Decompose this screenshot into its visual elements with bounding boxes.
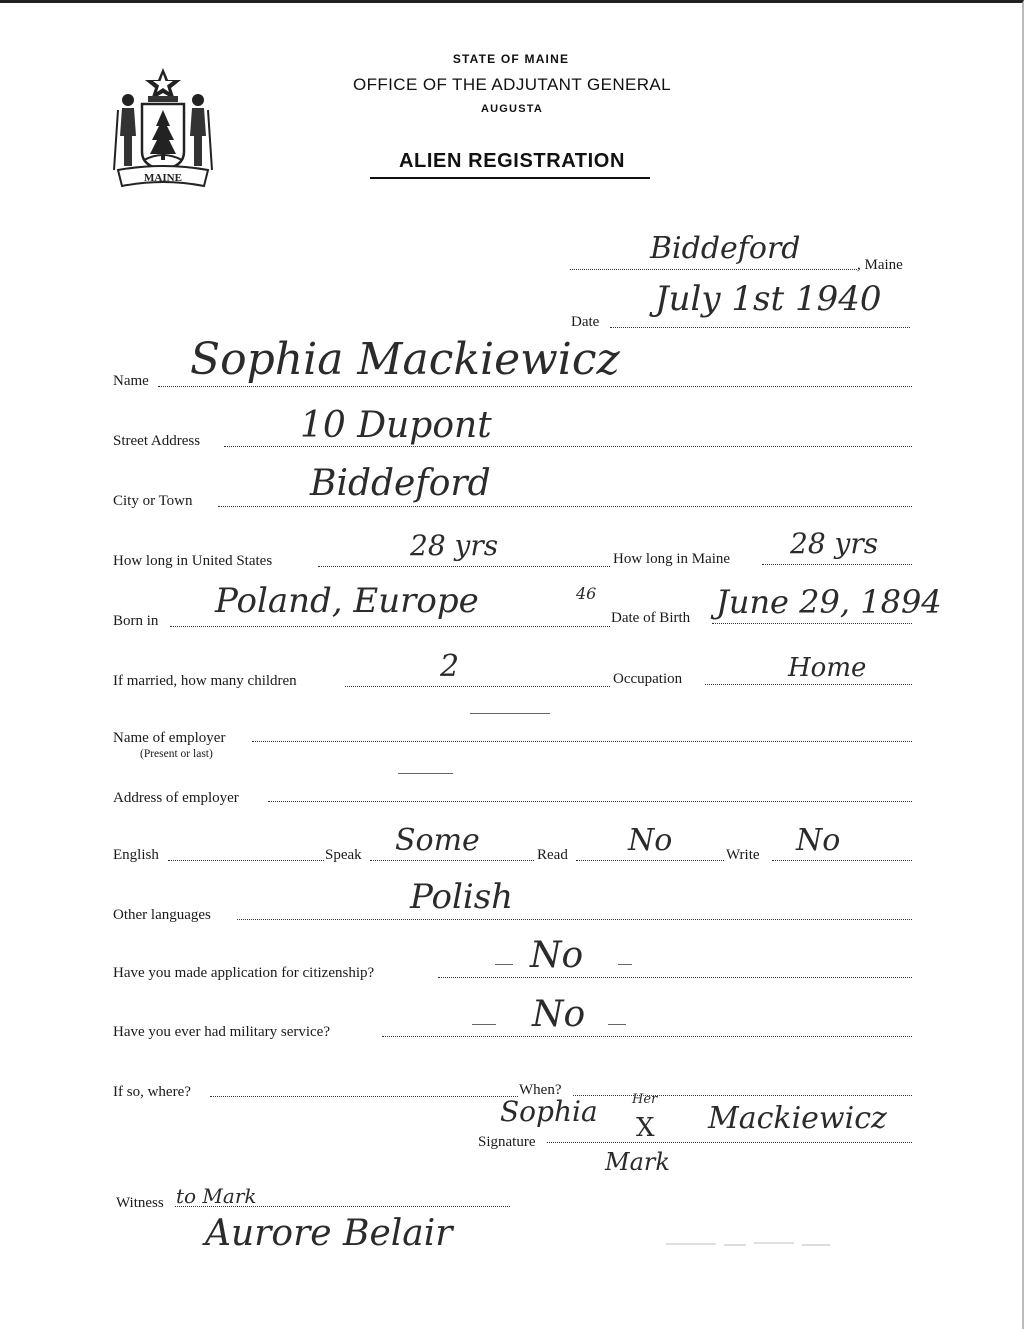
read-value: No (628, 823, 673, 858)
signature-line (547, 1142, 912, 1143)
english-line (168, 860, 324, 861)
date-line (610, 327, 910, 328)
military-dash-right (608, 1024, 626, 1025)
employer-name-label: Name of employer (113, 730, 226, 746)
occupation-label: Occupation (613, 671, 683, 687)
state-heading: STATE OF MAINE (452, 52, 570, 66)
how-long-maine-line (762, 564, 912, 565)
svg-text:MAINE: MAINE (144, 172, 182, 184)
when-line (573, 1095, 912, 1096)
military-dash-left (472, 1024, 496, 1025)
other-languages-value: Polish (410, 877, 514, 917)
children-line (345, 686, 610, 687)
date-label: Date (571, 314, 600, 330)
citizenship-dash-right (618, 964, 632, 965)
if-so-where-label: If so, where? (113, 1084, 191, 1100)
age-note: 46 (576, 584, 597, 603)
title-underline (370, 177, 650, 179)
bleed-through-stamp (650, 1238, 830, 1257)
speak-label: Speak (325, 847, 362, 863)
dob-label: Date of Birth (611, 610, 691, 626)
signature-her: Her (632, 1092, 658, 1107)
dob-value: June 29, 1894 (716, 583, 942, 621)
occupation-value: Home (788, 653, 867, 683)
write-value: No (796, 823, 841, 858)
city-line (218, 506, 912, 507)
signature-last-name: Mackiewicz (708, 1101, 887, 1136)
how-long-us-label: How long in United States (113, 553, 273, 569)
witness-name: Aurore Belair (205, 1213, 453, 1254)
military-value: No (532, 994, 586, 1035)
street-label: Street Address (113, 433, 201, 449)
employer-address-label: Address of employer (113, 790, 239, 806)
employer-name-sublabel: (Present or last) (140, 748, 213, 760)
signature-label: Signature (478, 1134, 536, 1150)
read-line (576, 860, 724, 861)
place-suffix-label: , Maine (857, 257, 903, 273)
street-value: 10 Dupont (300, 405, 492, 446)
speak-line (370, 860, 534, 861)
children-value: 2 (440, 649, 460, 684)
occupation-line (705, 684, 912, 685)
other-languages-line (237, 919, 912, 920)
years-us-value: 28 yrs (410, 529, 499, 562)
citizenship-line (438, 977, 912, 978)
how-long-maine-label: How long in Maine (613, 551, 731, 567)
employer-address-dash (398, 773, 453, 774)
born-in-label: Born in (113, 613, 159, 629)
born-in-line (170, 626, 610, 627)
form-title: ALIEN REGISTRATION (399, 150, 625, 172)
read-label: Read (537, 847, 568, 863)
how-long-us-line (318, 566, 610, 567)
born-in-value: Poland, Europe (215, 581, 479, 621)
write-line (772, 860, 912, 861)
signature-x-mark: X (636, 1113, 655, 1143)
witness-note: to Mark (176, 1184, 257, 1208)
name-label: Name (113, 373, 149, 389)
employer-name-line (252, 741, 912, 742)
write-label: Write (726, 847, 760, 863)
signature-first-name: Sophia (500, 1095, 598, 1128)
years-maine-value: 28 yrs (790, 527, 879, 560)
military-label: Have you ever had military service? (113, 1024, 330, 1040)
witness-label: Witness (116, 1195, 164, 1211)
children-label: If married, how many children (113, 673, 297, 689)
if-so-where-line (210, 1096, 518, 1097)
name-line (158, 386, 912, 387)
military-line (382, 1036, 912, 1037)
place-line (570, 269, 857, 270)
city-heading: AUGUSTA (481, 103, 543, 115)
name-value: Sophia Mackiewicz (190, 334, 620, 385)
street-line (224, 446, 912, 447)
date-value: July 1st 1940 (655, 279, 882, 319)
citizenship-dash-left (495, 964, 513, 965)
dob-line (712, 623, 912, 624)
office-heading: OFFICE OF THE ADJUTANT GENERAL (352, 75, 672, 94)
employer-dash (470, 713, 550, 714)
place-value: Biddeford (650, 231, 801, 266)
citizenship-label: Have you made application for citizenship? (113, 965, 375, 981)
when-label: When? (519, 1082, 562, 1098)
other-languages-label: Other languages (113, 907, 211, 923)
speak-value: Some (395, 823, 480, 858)
citizenship-value: No (530, 935, 584, 976)
signature-mark: Mark (605, 1148, 670, 1176)
city-value: Biddeford (310, 463, 491, 504)
english-label: English (113, 847, 159, 863)
employer-address-line (268, 801, 912, 802)
city-label: City or Town (113, 493, 193, 509)
